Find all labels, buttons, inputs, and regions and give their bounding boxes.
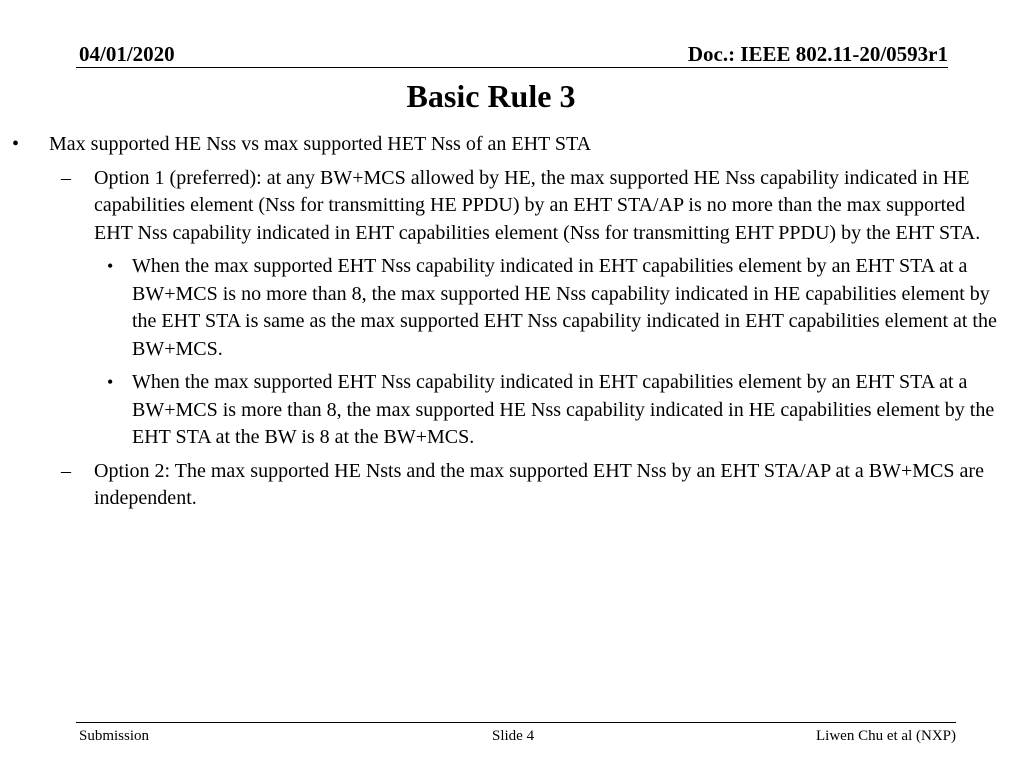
bullet-main bbox=[0, 131, 1024, 159]
dash-marker: – bbox=[61, 166, 71, 189]
sub-bullet-1 bbox=[0, 253, 1024, 363]
header-doc-id: Doc.: IEEE 802.11-20/0593r1 bbox=[687, 42, 948, 66]
footer-slide-number: Slide 4 bbox=[492, 728, 535, 744]
bullet-marker: • bbox=[107, 372, 114, 392]
slide-body bbox=[0, 131, 1024, 519]
option-2 bbox=[0, 458, 1024, 513]
footer-submission: Submission bbox=[79, 728, 150, 744]
header-date: 04/01/2020 bbox=[79, 42, 175, 66]
dash-marker: – bbox=[61, 459, 71, 482]
footer-authors: Liwen Chu et al (NXP) bbox=[816, 728, 956, 744]
sub-bullet-1-text: When the max supported EHT Nss capability indicated in EHT capabilities element by an EHT STA at a BW+MCS is no more than 8, the max supported HE Nss capability indicated in HE capabilities element by the EHT STA is same as the max supported EHT Nss capability indicated in EHT capabilities element at the BW+MCS. bbox=[132, 255, 997, 360]
bullet-marker: • bbox=[107, 256, 114, 276]
slide-title: Basic Rule 3 bbox=[406, 78, 576, 114]
bullet-marker: • bbox=[12, 133, 20, 155]
bullet-main-text: Max supported HE Nss vs max supported HET Nss of an EHT STA bbox=[49, 133, 592, 155]
option-1 bbox=[0, 165, 1024, 248]
option-2-text: Option 2: The max supported HE Nsts and the max supported EHT Nss by an EHT STA/AP at a BW+MCS are independent. bbox=[94, 459, 984, 509]
footer-divider bbox=[76, 722, 956, 723]
sub-bullet-2 bbox=[0, 369, 1024, 452]
header-divider bbox=[76, 67, 948, 68]
option-1-text: Option 1 (preferred): at any BW+MCS allowed by HE, the max supported HE Nss capability indicated in HE capabilities element (Nss for transmitting HE PPDU) by an EHT STA/AP is no more than the max supported EHT Nss capability indicated in EHT capabilities element (Nss for transmitting EHT PPDU) by the EHT STA. bbox=[94, 166, 981, 244]
sub-bullet-2-text: When the max supported EHT Nss capability indicated in EHT capabilities element by an EHT STA at a BW+MCS is more than 8, the max supported HE Nss capability indicated in HE capabilities element by the EHT STA at the BW is 8 at the BW+MCS. bbox=[132, 371, 995, 448]
